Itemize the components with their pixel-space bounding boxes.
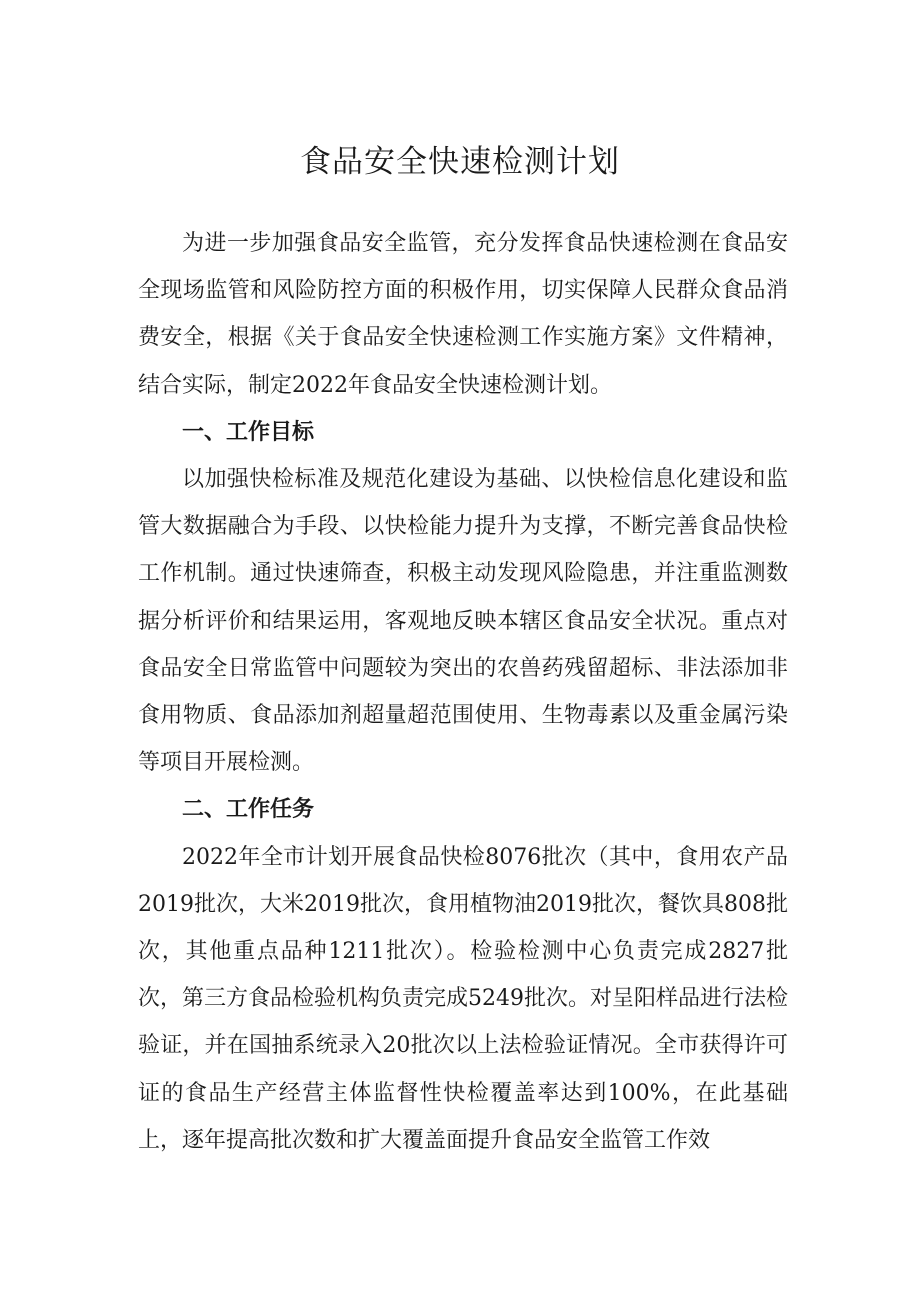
section-paragraph-goals: 以加强快检标准及规范化建设为基础、以快检信息化建设和监管大数据融合为手段、以快检能力提升为支撑，不断完善食品快检工作机制。通过快速筛查，积极主动发现风险隐患，并注重监测数据分析评价和结果运用，客观地反映本辖区食品安全状况。重点对食品安全日常监管中问题较为突出的农兽药残留超标、非法添加非食用物质、食品添加剂超量超范围使用、生物毒素以及重金属污染等项目开展检测。 (138, 467, 788, 776)
document-title: 食品安全快速检测计划 (300, 144, 620, 180)
intro-paragraph: 为进一步加强食品安全监管，充分发挥食品快速检测在食品安全现场监管和风险防控方面的积极作用，切实保障人民群众食品消费安全，根据《关于食品安全快速检测工作实施方案》文件精神，结合实际，制定2022年食品安全快速检测计划。 (138, 231, 788, 398)
section-heading-tasks: 二、工作任务 (182, 797, 315, 823)
section-heading-goals: 一、工作目标 (182, 419, 315, 445)
section-paragraph-tasks: 2022年全市计划开展食品快检8076批次（其中，食用农产品2019批次，大米2019批次，食用植物油2019批次，餐饮具808批次，其他重点品种1211批次）。检验检测中心负责完成2827批次，第三方食品检验机构负责完成5249批次。对呈阳样品进行法检验证，并在国抽系统录入20批次以上法检验证情况。全市获得许可证的食品生产经营主体监督性快检覆盖率达到100%，在此基础上，逐年提高批次数和扩大覆盖面提升食品安全监管工作效 (138, 844, 788, 1153)
document-body (138, 220, 788, 1164)
